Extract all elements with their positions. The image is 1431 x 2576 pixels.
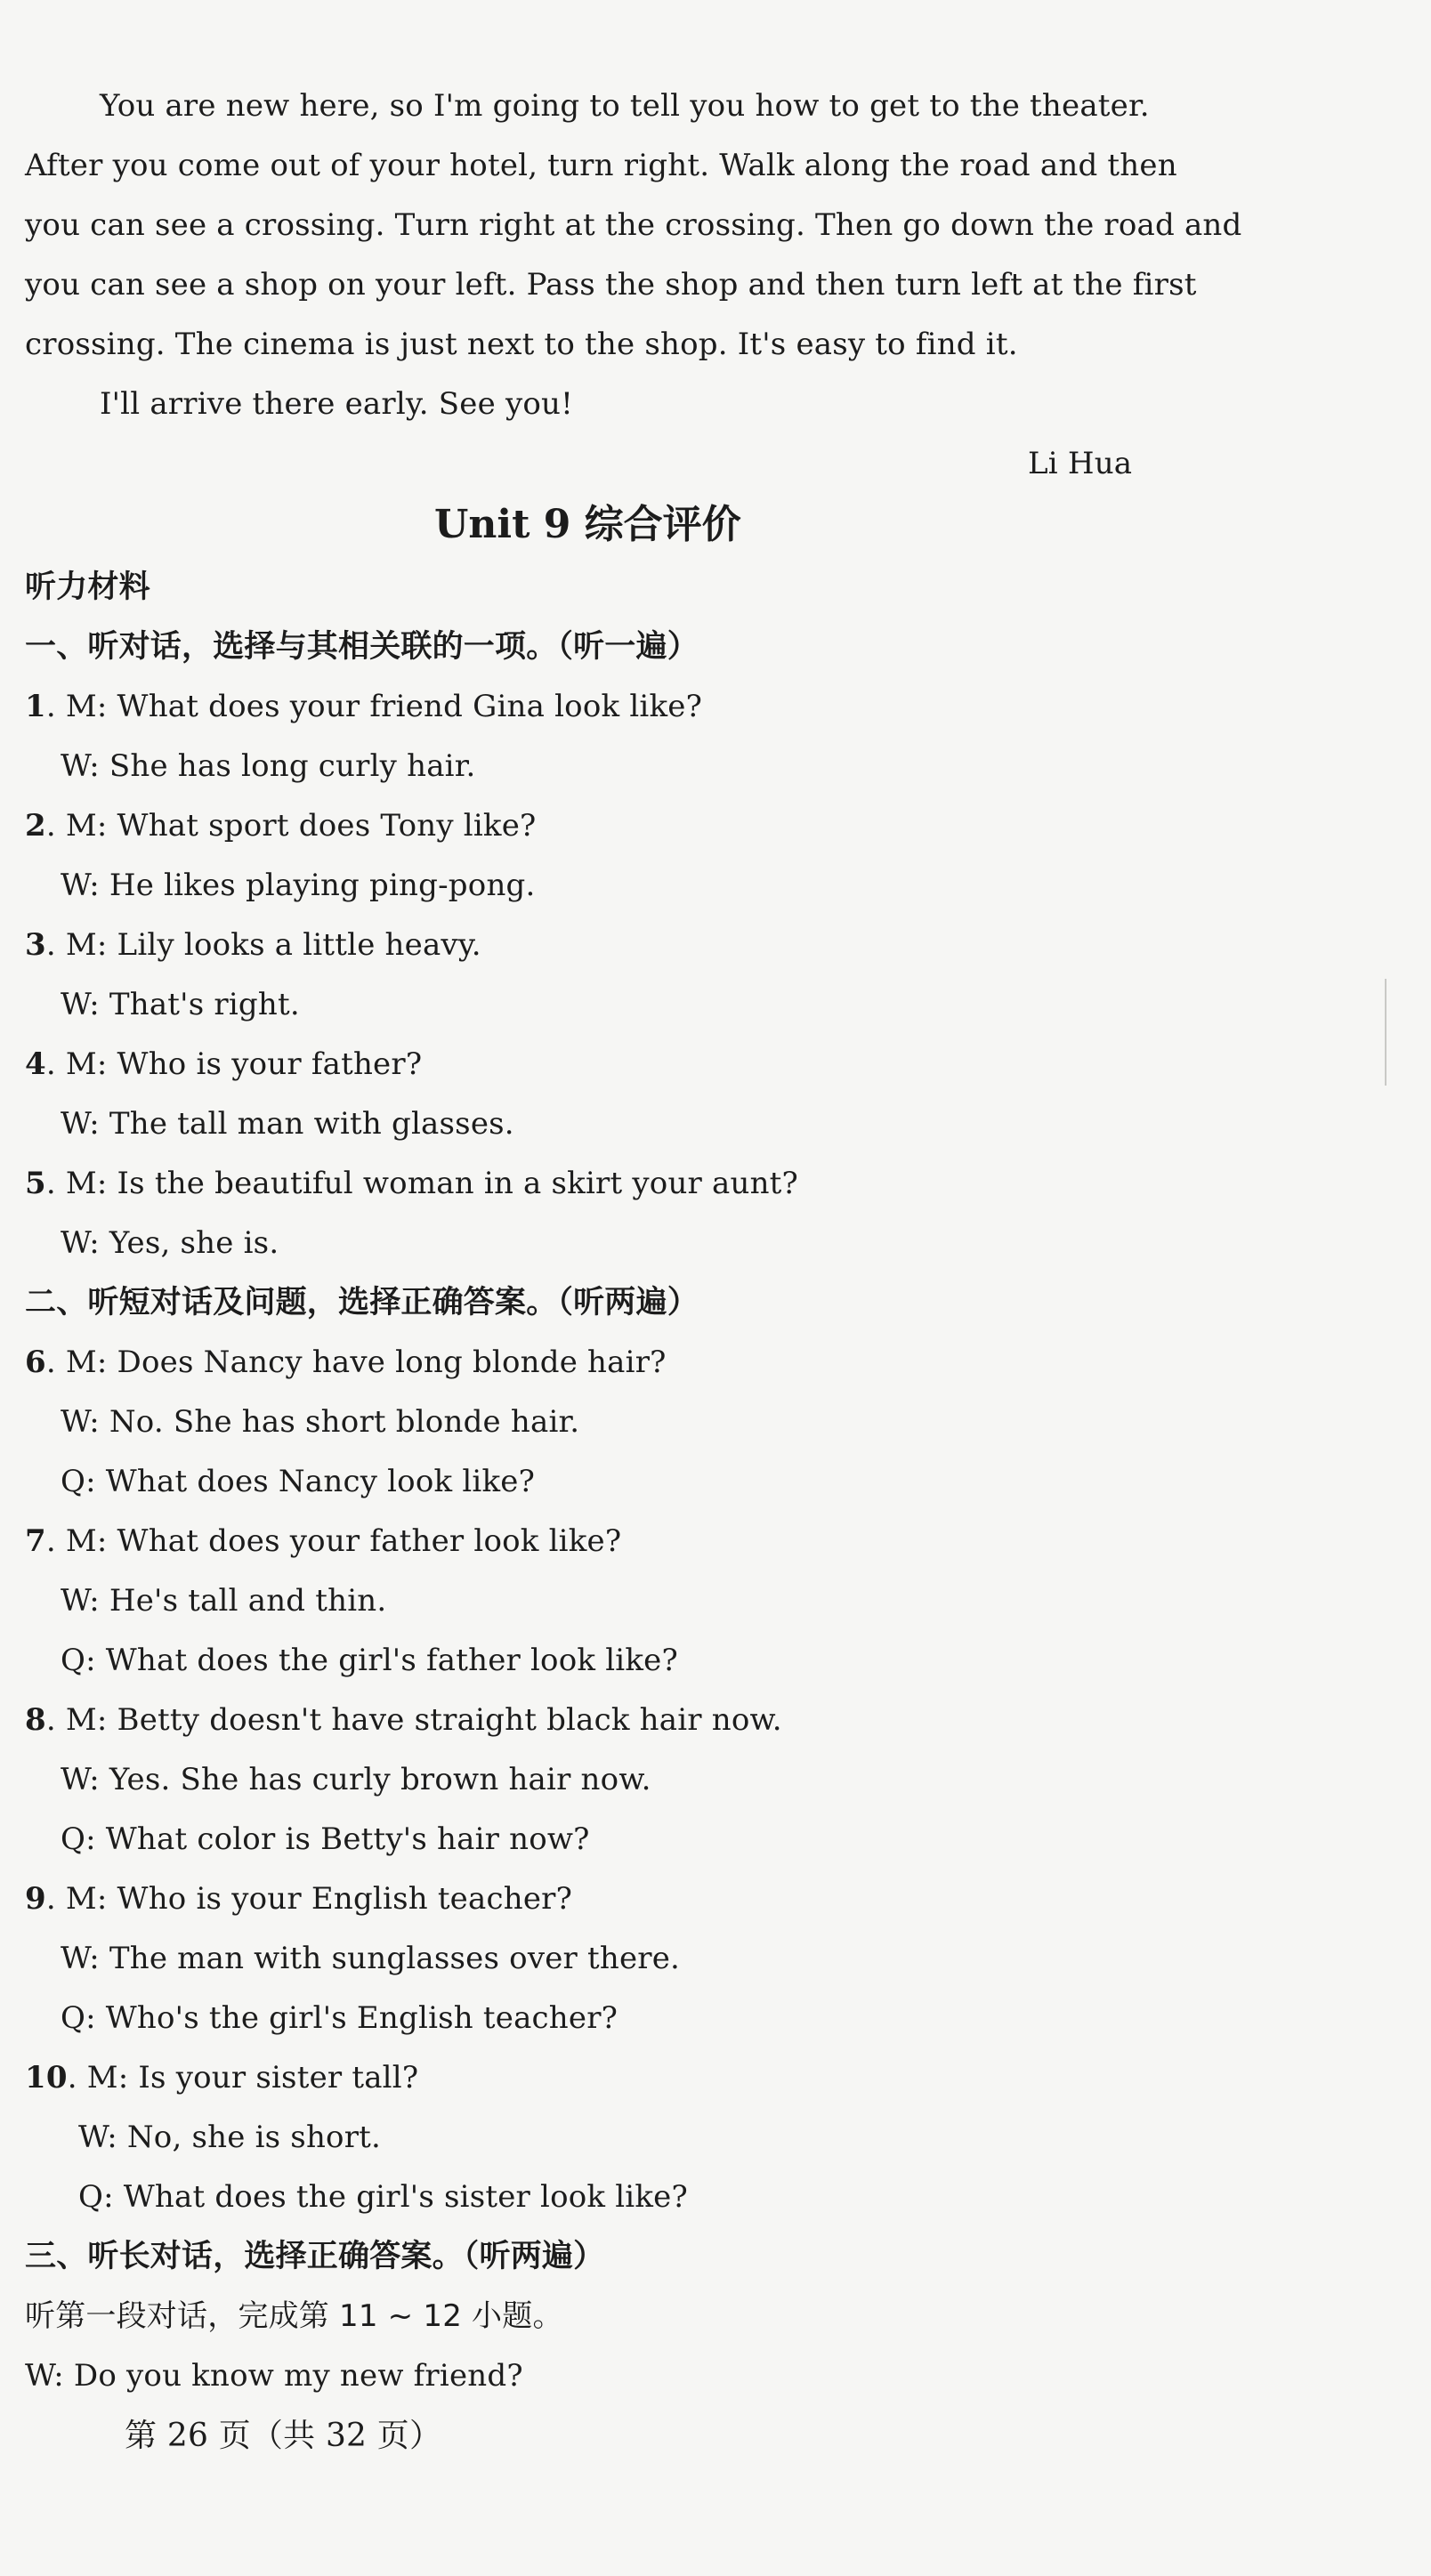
letter-signature: Li Hua — [1028, 446, 1133, 481]
speaker-text: M: What sport does Tony like? — [65, 808, 537, 844]
dialogue-m-line: 9. M: Who is your English teacher? — [25, 1881, 573, 1917]
letter-line: you can see a shop on your left. Pass the shop and then turn left at the first — [25, 267, 1197, 303]
dialogue-w-line: W: He likes playing ping-pong. — [61, 868, 536, 903]
dialogue-w-line: W: No, she is short. — [78, 2120, 382, 2155]
question-number: 10 — [25, 2060, 68, 2096]
dialogue-w-line: W: Yes, she is. — [61, 1225, 279, 1261]
dialogue-w-line: W: He's tall and thin. — [61, 1583, 387, 1619]
letter-line: After you come out of your hotel, turn right. Walk along the road and then — [25, 148, 1177, 183]
dialogue-w-line: W: She has long curly hair. — [61, 748, 476, 784]
speaker-text: M: What does your father look like? — [65, 1523, 622, 1559]
dialogue-m-line: 5. M: Is the beautiful woman in a skirt your aunt? — [25, 1166, 798, 1201]
dialogue-w-line: W: No. She has short blonde hair. — [61, 1404, 580, 1440]
question-number: 4 — [25, 1046, 46, 1082]
letter-line: I'll arrive there early. See you! — [100, 386, 573, 422]
dialogue-w-line: W: That's right. — [61, 987, 300, 1022]
question-number: 6 — [25, 1345, 46, 1380]
dialogue-m-line: 6. M: Does Nancy have long blonde hair? — [25, 1345, 667, 1380]
dialogue-w-line: W: The man with sunglasses over there. — [61, 1941, 681, 1976]
speaker-text: M: Lily looks a little heavy. — [65, 927, 481, 963]
part3-instruction: 听第一段对话，完成第 11 ~ 12 小题。 — [25, 2298, 563, 2334]
dialogue-m-line: 3. M: Lily looks a little heavy. — [25, 927, 481, 963]
dialogue-m-line: 1. M: What does your friend Gina look like? — [25, 689, 703, 724]
letter-line: crossing. The cinema is just next to the shop. It's easy to find it. — [25, 327, 1018, 362]
dialogue-q-line: Q: What does the girl's father look like? — [61, 1643, 678, 1678]
dialogue-q-line: Q: What color is Betty's hair now? — [61, 1821, 590, 1857]
unit-title: Unit 9 综合评价 — [434, 502, 741, 547]
page-number: 第 26 页（共 32 页） — [125, 2418, 442, 2454]
dialogue-q-line: Q: What does the girl's sister look like? — [78, 2179, 688, 2215]
dialogue-q-line: Q: What does Nancy look like? — [61, 1464, 536, 1499]
question-number: 5 — [25, 1166, 46, 1201]
question-number: 9 — [25, 1881, 46, 1917]
dialogue-q-line: Q: Who's the girl's English teacher? — [61, 2000, 618, 2036]
dialogue-w-line: W: The tall man with glasses. — [61, 1106, 514, 1142]
dialogue-m-line: 10. M: Is your sister tall? — [25, 2060, 419, 2096]
scan-edge-mark — [1385, 979, 1387, 1086]
dialogue-m-line: 8. M: Betty doesn't have straight black hair now. — [25, 1702, 782, 1738]
speaker-text: M: Is your sister tall? — [86, 2060, 419, 2096]
section-label: 听力材料 — [25, 569, 150, 605]
part1-heading: 一、听对话，选择与其相关联的一项。（听一遍） — [25, 629, 699, 665]
speaker-text: M: Does Nancy have long blonde hair? — [65, 1345, 667, 1380]
dialogue-m-line: 4. M: Who is your father? — [25, 1046, 423, 1082]
dialogue-w-line: W: Yes. She has curly brown hair now. — [61, 1762, 651, 1797]
speaker-text: M: Is the beautiful woman in a skirt your aunt? — [65, 1166, 798, 1201]
part3-heading: 三、听长对话，选择正确答案。（听两遍） — [25, 2239, 605, 2274]
letter-line: you can see a crossing. Turn right at the crossing. Then go down the road and — [25, 207, 1242, 243]
speaker-text: M: Betty doesn't have straight black hair now. — [65, 1702, 782, 1738]
question-number: 8 — [25, 1702, 46, 1738]
question-number: 2 — [25, 808, 46, 844]
question-number: 7 — [25, 1523, 46, 1559]
letter-line: You are new here, so I'm going to tell you how to get to the theater. — [100, 88, 1150, 124]
speaker-text: M: What does your friend Gina look like? — [65, 689, 703, 724]
dialogue-m-line: 7. M: What does your father look like? — [25, 1523, 622, 1559]
question-number: 1 — [25, 689, 46, 724]
dialogue-m-line: 2. M: What sport does Tony like? — [25, 808, 537, 844]
part2-heading: 二、听短对话及问题，选择正确答案。（听两遍） — [25, 1285, 699, 1320]
dialogue-w-line: W: Do you know my new friend? — [25, 2358, 523, 2394]
speaker-text: M: Who is your father? — [65, 1046, 423, 1082]
speaker-text: M: Who is your English teacher? — [65, 1881, 573, 1917]
question-number: 3 — [25, 927, 46, 963]
